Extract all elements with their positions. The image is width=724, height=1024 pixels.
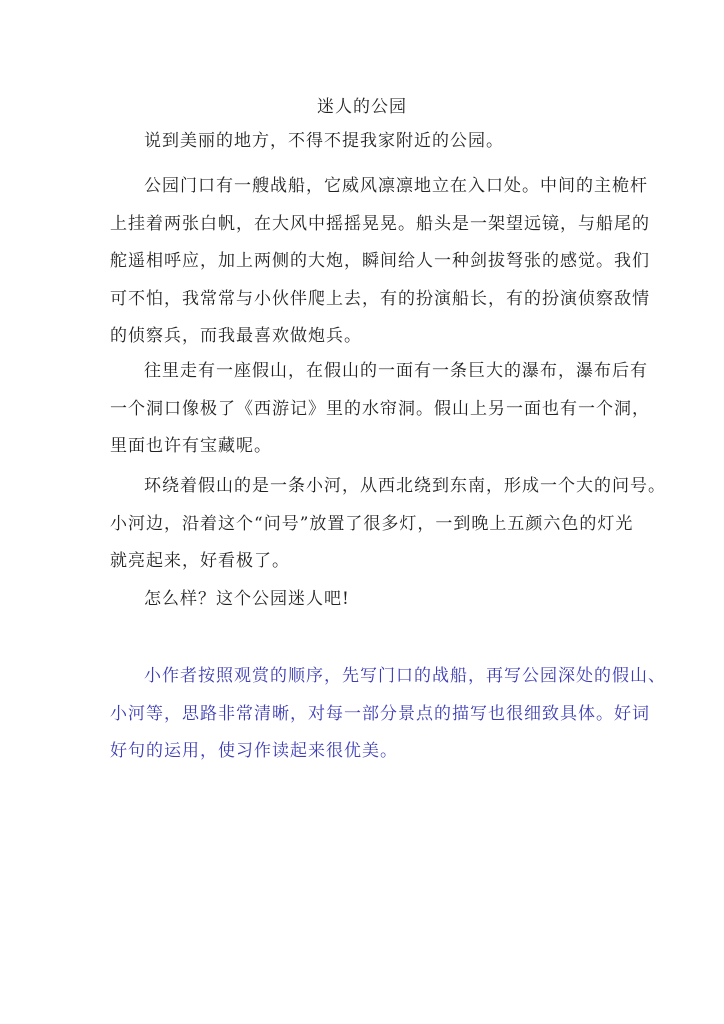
text-line: 就亮起来，好看极了。 <box>110 551 290 571</box>
text-line: 说到美丽的地方，不得不提我家附近的公园。 <box>144 131 504 151</box>
text-line: 环绕着假山的是一条小河，从西北绕到东南，形成一个大的问号。 <box>144 476 666 496</box>
text-line: 可不怕，我常常与小伙伴爬上去，有的扮演船长，有的扮演侦察敌情 <box>110 288 650 309</box>
text-line: 公园门口有一艘战船，它威风凛凛地立在入口处。中间的主桅杆 <box>144 176 648 196</box>
paragraph-conclusion <box>110 581 620 619</box>
text-line: 的侦察兵，而我最喜欢做炮兵。 <box>110 326 362 346</box>
comment-line: 小作者按照观赏的顺序，先写门口的战船，再写公园深处的假山、 <box>144 666 666 686</box>
text-line: 往里走有一座假山，在假山的一面有一条巨大的瀑布，瀑布后有 <box>144 361 648 381</box>
text-line: 舵遥相呼应，加上两侧的大炮，瞬间给人一种剑拔弩张的感觉。我们 <box>110 251 650 271</box>
text-line: 上挂着两张白帆，在大风中摇摇晃晃。船头是一架望远镜，与船尾的 <box>110 213 650 234</box>
comment-line: 好句的运用，使习作读起来很优美。 <box>110 741 398 761</box>
text-line: 一个洞口像极了《西游记》里的水帘洞。假山上另一面也有一个洞， <box>110 398 650 419</box>
paragraph-warship <box>110 168 650 356</box>
paragraph-river <box>110 468 666 581</box>
text-line: 里面也许有宝藏呢。 <box>110 436 272 456</box>
essay-title: 迷人的公园 <box>317 97 407 117</box>
paragraph-intro <box>110 123 620 161</box>
paragraph-rockery <box>110 353 650 466</box>
text-line: 小河边，沿着这个“问号”放置了很多灯，一到晚上五颜六色的灯光 <box>110 513 634 534</box>
teacher-comment <box>110 658 666 771</box>
text-line: 怎么样？这个公园迷人吧! <box>144 589 350 609</box>
comment-line: 小河等，思路非常清晰，对每一部分景点的描写也很细致具体。好词 <box>110 703 650 724</box>
